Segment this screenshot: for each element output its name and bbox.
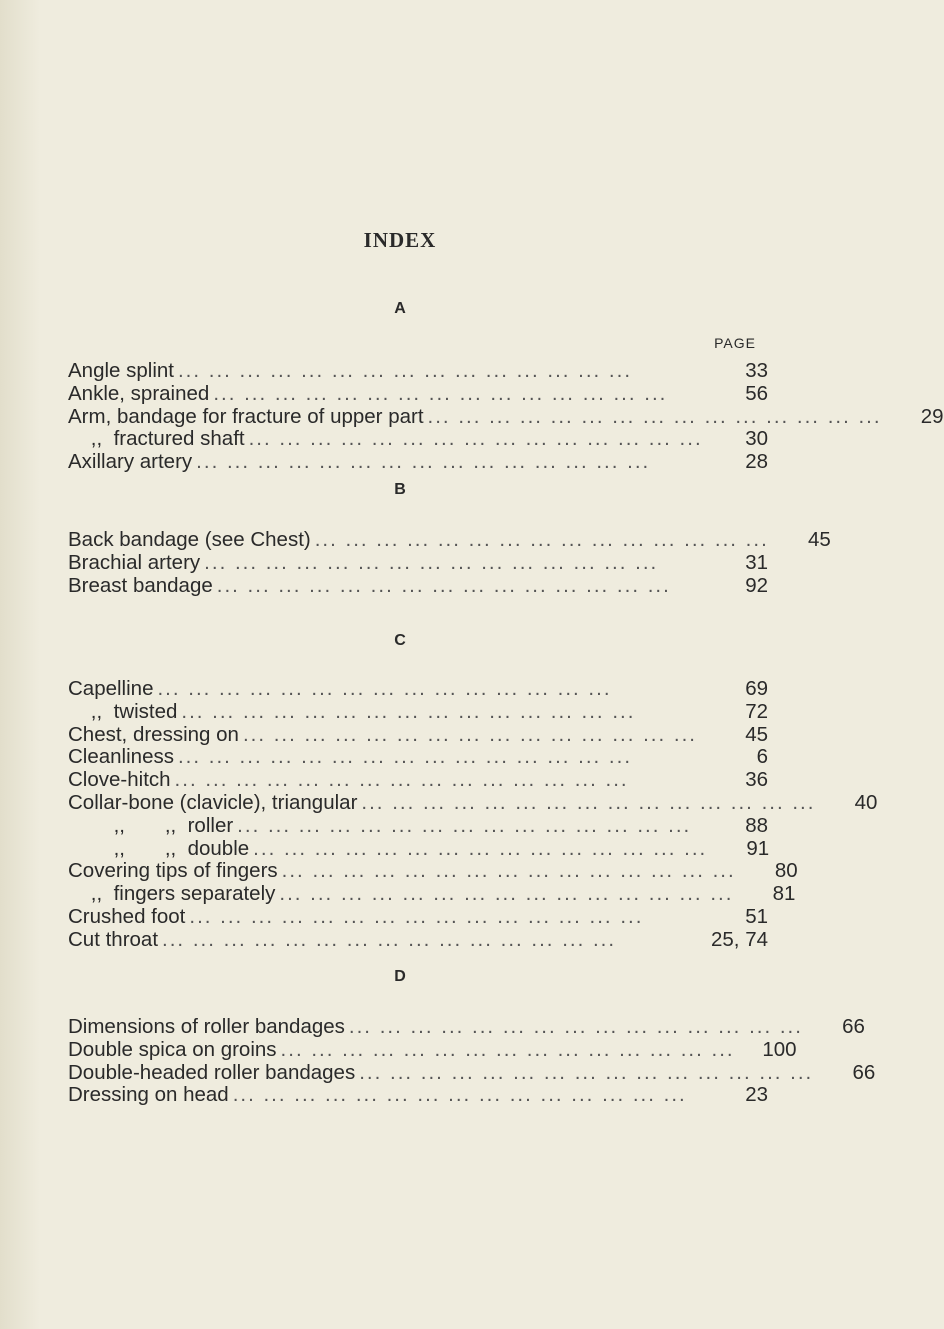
leader-dots: ... ... ... ... ... ... ... ... ... ... ... ... ... ... ...	[361, 790, 816, 814]
index-entry-label: Capelline	[68, 677, 154, 700]
section-letter-b: B	[394, 481, 406, 498]
index-entry	[68, 882, 796, 906]
index-entry-label: Clove-hitch	[68, 768, 171, 792]
leader-dots: ... ... ... ... ... ... ... ... ... ... ... ... ... ... ...	[253, 836, 708, 860]
leader-dots: ... ... ... ... ... ... ... ... ... ... ... ... ... ... ...	[174, 768, 629, 792]
index-entry	[68, 701, 768, 724]
leader-dots: ... ... ... ... ... ... ... ... ... ... ... ... ... ... ...	[204, 550, 659, 574]
index-entry-label: Covering tips of fingers	[68, 859, 278, 883]
index-entry-label: Cleanliness	[68, 745, 174, 769]
index-entry-page: 51	[745, 904, 768, 928]
index-entry-page: 23	[745, 1083, 768, 1107]
leader-dots: ... ... ... ... ... ... ... ... ... ... ... ... ... ... ...	[248, 427, 703, 451]
index-entry	[68, 383, 768, 406]
index-entry	[68, 859, 798, 883]
index-entry-page: 66	[842, 1015, 865, 1038]
index-entry-label: Angle splint	[68, 359, 174, 382]
section-letter-a: A	[394, 300, 406, 317]
index-entry	[68, 528, 831, 552]
leader-dots: ... ... ... ... ... ... ... ... ... ... ... ... ... ... ...	[314, 528, 769, 551]
leader-dots: ... ... ... ... ... ... ... ... ... ... ... ... ... ... ...	[162, 927, 617, 951]
section-b-entries	[68, 528, 831, 597]
index-entry-page: 80	[774, 859, 798, 883]
index-entry-page: 69	[745, 677, 768, 700]
index-entry	[68, 906, 768, 929]
index-entry	[68, 838, 768, 861]
leader-dots: ... ... ... ... ... ... ... ... ... ... ... ... ... ... ...	[348, 1015, 803, 1038]
index-entry-label: Back bandage (see Chest)	[68, 528, 311, 551]
index-entry-label: Cut throat	[68, 927, 159, 951]
index-entry-page: 72	[745, 699, 768, 723]
page-edge-shade	[0, 0, 40, 1329]
index-entry-label: ,, fingers separately	[68, 882, 276, 906]
index-entry	[68, 575, 768, 598]
index-entry-page: 88	[745, 813, 768, 837]
index-entry-page: 6	[756, 745, 768, 769]
section-letter-c: C	[394, 632, 406, 649]
index-entry-label: ,, ,, roller	[68, 813, 234, 837]
leader-dots: ... ... ... ... ... ... ... ... ... ... ... ... ... ... ...	[177, 745, 633, 769]
index-entry-label: ,, twisted	[68, 699, 178, 723]
index-entry	[68, 746, 768, 769]
index-entry-page: 40	[854, 790, 878, 814]
index-entry	[68, 404, 944, 429]
index-entry-page: 29	[920, 404, 944, 428]
index-entry-page: 56	[745, 381, 768, 405]
index-entry-page: 36	[745, 768, 768, 792]
index-entry	[68, 929, 768, 952]
leader-dots: ... ... ... ... ... ... ... ... ... ... ... ... ... ... ...	[213, 381, 668, 405]
leader-dots: ... ... ... ... ... ... ... ... ... ... ... ... ... ... ...	[181, 699, 636, 723]
index-entry-page: 91	[746, 836, 770, 860]
index-entry-page: 92	[745, 573, 768, 597]
page-column-header: PAGE	[714, 335, 756, 351]
index-entry-page: 45	[745, 722, 768, 746]
index-entry	[68, 790, 878, 815]
index-entry	[68, 552, 768, 575]
leader-dots: ... ... ... ... ... ... ... ... ... ... ... ... ... ... ...	[427, 404, 882, 428]
index-entry-label: ,, fractured shaft	[68, 427, 245, 451]
index-entry-label: Arm, bandage for fracture of upper part	[68, 404, 424, 428]
index-entry-label: Chest, dressing on	[68, 722, 239, 746]
index-entry-label: Dimensions of roller bandages	[68, 1015, 345, 1038]
index-entry-label: Ankle, sprained	[68, 381, 210, 405]
leader-dots: ... ... ... ... ... ... ... ... ... ... ... ... ... ... ...	[216, 573, 671, 597]
index-entry	[68, 1037, 797, 1062]
index-entry-page: 31	[745, 550, 768, 574]
index-entry	[68, 1060, 876, 1085]
index-entry-label: Dressing on head	[68, 1083, 229, 1107]
index-entry-page: 81	[772, 882, 796, 906]
index-entry-page: 28	[745, 450, 768, 474]
section-c-entries	[68, 677, 878, 952]
leader-dots: ... ... ... ... ... ... ... ... ... ... ... ... ... ... ...	[189, 904, 644, 928]
index-entry	[68, 451, 768, 474]
index-entry-label: Double-headed roller bandages	[68, 1060, 356, 1084]
index-entry-page: 45	[807, 528, 831, 551]
leader-dots: ... ... ... ... ... ... ... ... ... ... ... ... ... ... ...	[242, 722, 697, 746]
index-entry	[68, 360, 768, 383]
leader-dots: ... ... ... ... ... ... ... ... ... ... ... ... ... ... ...	[280, 1037, 735, 1061]
index-entry-page: 66	[852, 1060, 876, 1084]
page-title: INDEX	[363, 228, 437, 252]
index-entry-page: 25, 74	[711, 927, 768, 951]
leader-dots: ... ... ... ... ... ... ... ... ... ... ... ... ... ... ...	[359, 1060, 814, 1084]
leader-dots: ... ... ... ... ... ... ... ... ... ... ... ... ... ... ...	[232, 1083, 687, 1107]
index-entry-label: Double spica on groins	[68, 1037, 277, 1061]
index-entry	[68, 724, 768, 747]
index-entry	[68, 428, 768, 451]
index-entry-label: Axillary artery	[68, 450, 193, 474]
index-entry	[68, 1015, 865, 1039]
leader-dots: ... ... ... ... ... ... ... ... ... ... ... ... ... ... ...	[177, 359, 633, 382]
leader-dots: ... ... ... ... ... ... ... ... ... ... ... ... ... ... ...	[196, 450, 651, 474]
section-d-entries	[68, 1015, 876, 1107]
section-letter-d: D	[394, 968, 406, 985]
leader-dots: ... ... ... ... ... ... ... ... ... ... ... ... ... ... ...	[281, 859, 736, 883]
leader-dots: ... ... ... ... ... ... ... ... ... ... ... ... ... ... ...	[237, 813, 692, 837]
index-entry	[68, 769, 768, 792]
index-entry-label: Crushed foot	[68, 904, 186, 928]
index-entry-label: Breast bandage	[68, 573, 213, 597]
index-entry	[68, 815, 768, 838]
index-entry-label: Brachial artery	[68, 550, 201, 574]
index-entry-page: 33	[745, 359, 768, 382]
index-entry-label: ,, ,, double	[68, 836, 250, 860]
index-entry-label: Collar-bone (clavicle), triangular	[68, 790, 358, 814]
leader-dots: ... ... ... ... ... ... ... ... ... ... ... ... ... ... ...	[279, 882, 734, 906]
section-a-entries	[68, 359, 944, 474]
index-entry	[68, 1084, 768, 1107]
index-entry-page: 100	[762, 1037, 797, 1061]
leader-dots: ... ... ... ... ... ... ... ... ... ... ... ... ... ... ...	[157, 677, 612, 700]
index-entry-page: 30	[745, 427, 768, 451]
index-entry	[68, 678, 768, 701]
